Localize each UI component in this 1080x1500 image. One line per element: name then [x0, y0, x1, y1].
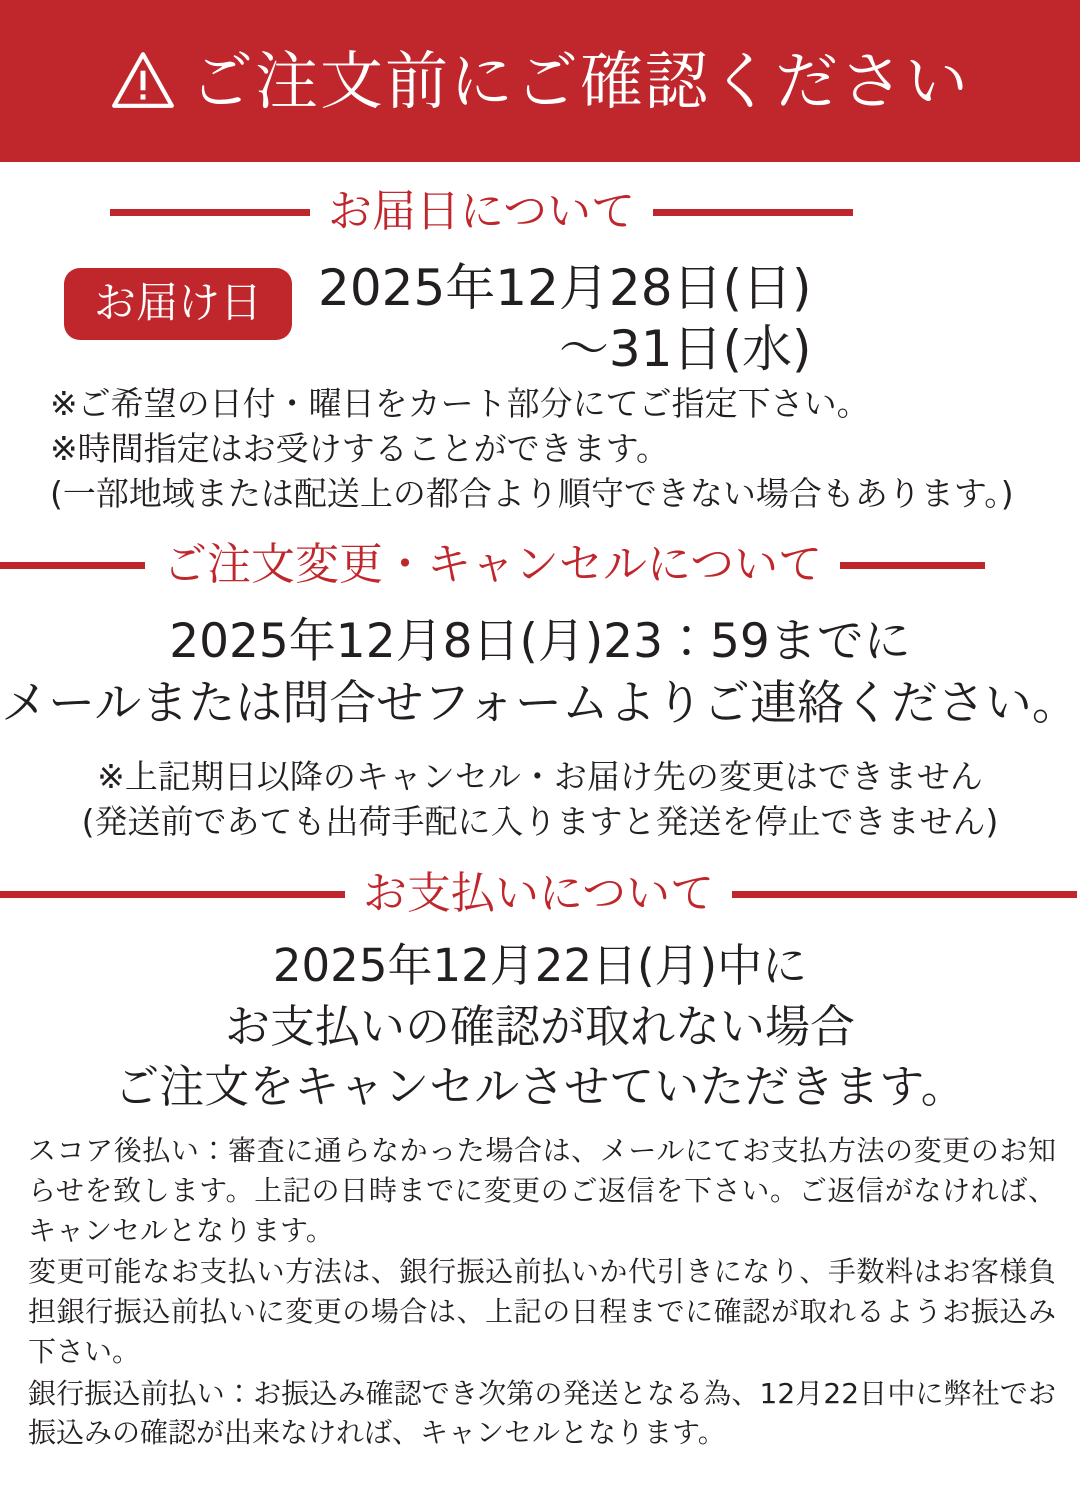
heading-rule-right: [840, 562, 985, 569]
section-heading-payment: [0, 867, 1080, 919]
payment-fineprint: [0, 1131, 1080, 1453]
heading-rule-right: [653, 209, 853, 216]
delivery-date-row: [0, 258, 1080, 380]
cancel-note-2: (発送前であても出荷手配に入りますと発送を停止できません): [81, 801, 999, 841]
section-delivery: [0, 162, 1080, 517]
delivery-notes: [0, 382, 1080, 517]
delivery-note-2: ※時間指定はお受けすることができます。: [50, 429, 670, 469]
section-heading-change-cancel: [0, 541, 1080, 589]
cancel-deadline-line2: メールまたは問合せフォームよりご連絡ください。: [1, 676, 1079, 732]
delivery-date-value: [318, 258, 812, 380]
heading-rule-left: [0, 562, 145, 569]
heading-rule-right: [732, 891, 1077, 898]
delivery-date-chip: お届け日: [64, 268, 292, 340]
payment-fineprint-2: 変更可能なお支払い方法は、銀行振込前払いか代引きになり、手数料はお客様負担銀行振込前払いに変更の場合は、上記の日程までに確認が取れるようお振込み下さい。: [28, 1255, 1056, 1368]
payment-line-1: 2025年12月22日(月)中に: [272, 939, 808, 993]
page-banner: [0, 0, 1080, 162]
page-title: ご注文前にご確認ください: [190, 44, 970, 118]
payment-line-3: ご注文をキャンセルさせていただきます。: [114, 1059, 966, 1113]
section-title-delivery: お届日について: [328, 186, 636, 237]
heading-rule-left: [110, 209, 310, 216]
section-title-change-cancel: ご注文変更・キャンセルについて: [163, 539, 823, 591]
delivery-date-line1: 2025年12月28日(日): [318, 259, 812, 318]
payment-line-2: お支払いの確認が取れない場合: [224, 999, 855, 1053]
cancel-note-1: ※上記期日以降のキャンセル・お届け先の変更はできません: [97, 757, 983, 797]
section-heading-delivery: [0, 188, 1080, 236]
heading-rule-left: [0, 891, 345, 898]
section-title-payment: お支払いについて: [363, 867, 715, 919]
delivery-note-3: (一部地域または配送上の都合より順守できない場合もあります。): [50, 474, 1014, 514]
cancel-deadline-line1: 2025年12月8日(月)23：59までに: [169, 614, 911, 670]
delivery-note-1: ※ご希望の日付・曜日をカート部分にてご指定下さい。: [50, 384, 870, 424]
section-change-cancel: [0, 517, 1080, 844]
delivery-date-line2: 〜31日(水): [558, 320, 812, 379]
payment-fineprint-1: スコア後払い：審査に通らなかった場合は、メールにてお支払方法の変更のお知らせを致します。上記の日時までに変更のご返信を下さい。ご返信がなければ、キャンセルとなります。: [28, 1134, 1056, 1247]
payment-fineprint-3: 銀行振込前払い：お振込み確認でき次第の発送となる為、12月22日中に弊社でお振込みの確認が出来なければ、キャンセルとなります。: [28, 1376, 1056, 1450]
section-payment: [0, 844, 1080, 1453]
warning-triangle-icon: [110, 48, 176, 114]
